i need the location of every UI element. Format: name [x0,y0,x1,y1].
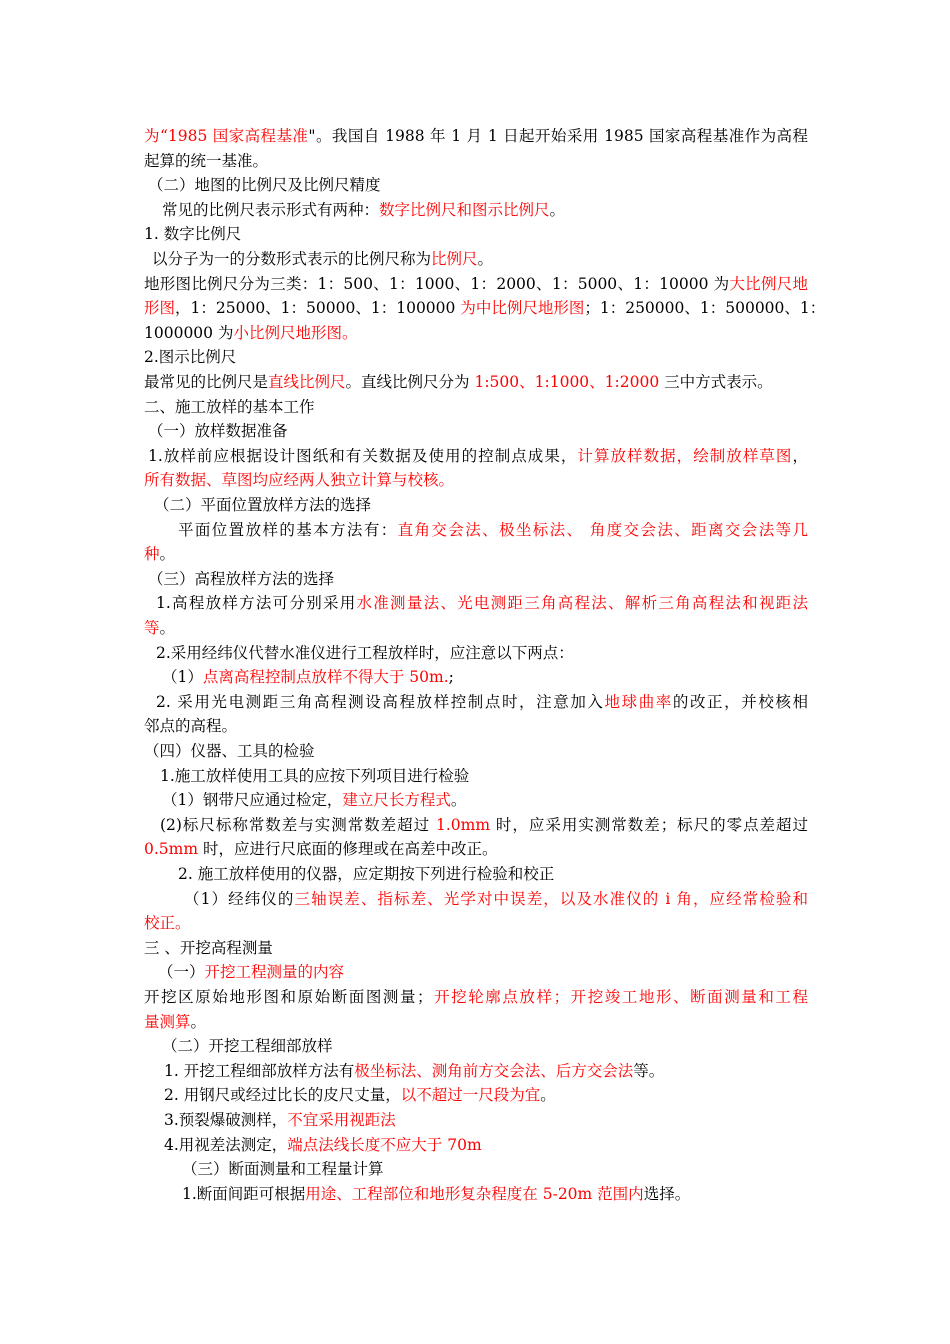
text-line [164,1083,556,1107]
body-text: 。 [190,1012,207,1031]
body-text: 三中方式表示。 [659,373,773,391]
body-text: ; [448,668,454,687]
body-text: 。 [549,200,566,219]
body-text: 以分子为一的分数形式表示的比例尺称为 [152,250,432,268]
text-line [178,862,554,886]
body-text: 1000000 为 [144,323,234,342]
body-text: 1.断面间距可根据 [182,1184,306,1203]
body-text: 。 [159,619,176,637]
body-text: 常见的比例尺表示形式有两种： [162,200,380,219]
body-text: （三）断面测量和工程量计算 [182,1160,384,1179]
body-text: （二）地图的比例尺及比例尺精度 [148,176,381,195]
text-line [162,1034,333,1058]
body-text: (2)标尺标称常数差与实测常数差超过 [160,815,436,834]
text-line [144,124,808,148]
body-text: （一）放样数据准备 [148,422,288,441]
body-text: 起算的统一基准。 [144,151,269,170]
text-line [148,567,334,591]
highlighted-text: 小比例尺地形图。 [233,323,358,342]
highlighted-text: 开挖轮廓点放样；开挖竣工地形、断面测量和工程 [432,988,808,1006]
body-text: 时，应采用实测常数差；标尺的零点差超过 [490,815,808,834]
body-text: 1.施工放样使用工具的应按下列项目进行检验 [160,766,470,785]
highlighted-text: 0.5mm [144,840,199,859]
text-line [164,1059,664,1083]
text-line [162,198,565,222]
text-line [144,395,315,419]
body-text: （1） [162,668,203,687]
text-line [144,296,826,320]
text-line [178,518,808,542]
text-line [156,591,808,615]
text-line [184,887,808,911]
highlighted-text: 不宜采用视距法 [287,1111,396,1129]
text-line [144,936,273,960]
highlighted-text: 大比例尺地 [729,274,808,293]
highlighted-text: 开挖工程测量的内容 [204,963,345,982]
text-line [144,345,236,369]
highlighted-text: 数字比例尺和图示比例尺 [379,200,550,219]
body-text: 2. 施工放样使用的仪器，应定期按下列进行检验和校正 [178,865,555,883]
text-line [144,542,175,566]
highlighted-text: 比例尺 [431,250,478,268]
highlighted-text: 用途、工程部位和地形复杂程度在 5-20m 范围内 [305,1184,644,1203]
highlighted-text: 校正。 [144,914,191,933]
text-line [144,222,241,246]
highlighted-text: 端点法线长度不应大于 70m [287,1135,482,1154]
text-line [144,1010,206,1034]
highlighted-text: 种 [144,545,160,564]
text-line [144,985,808,1009]
body-text: "。我国自 1988 年 1 月 1 日起开始采用 1985 国家高程基准作为高程 [308,127,808,145]
text-line [148,419,288,443]
text-line [156,641,574,665]
highlighted-text: 形图 [144,299,176,318]
text-line [160,813,808,837]
text-line [164,1108,396,1132]
highlighted-text: 计算放样数据，绘制放样草图 [577,446,793,465]
body-text: 地形图比例尺分为三类：1：500、1：1000、1：2000、1：5000、1：10000 为 [144,274,730,293]
body-text: 3.预裂爆破测样， [164,1111,288,1129]
body-text: 的改正，并校核相 [672,692,808,711]
text-line [154,493,371,517]
body-text: （二）开挖工程细部放样 [162,1037,333,1056]
body-text: 最常见的比例尺是 [144,373,269,391]
body-text: 2.采用经纬仪代替水准仪进行工程放样时，应注意以下两点： [156,643,574,662]
body-text: 。 [540,1086,556,1105]
body-text: 1.放样前应根据设计图纸和有关数据及使用的控制点成果， [148,446,578,465]
body-text: ， [792,446,808,465]
body-text: 三 、开挖高程测量 [144,938,273,957]
highlighted-text: 极坐标法、测角前方交会法、后方交会法 [354,1061,634,1080]
highlighted-text: 1:500、1:1000、1:2000 [474,373,660,391]
text-line [152,247,493,271]
text-line [148,444,808,468]
text-line [144,911,191,935]
highlighted-text: 点离高程控制点放样不得大于 50m. [202,668,449,687]
body-text: 邻点的高程。 [144,717,238,736]
text-line [144,739,315,763]
highlighted-text: 等 [144,619,160,637]
body-text: 平面位置放样的基本方法有： [178,520,398,539]
highlighted-text: 直角交会法、极坐标法、 角度交会法、距离交会法等几 [397,520,808,539]
highlighted-text: 1.0mm [435,815,491,834]
body-text: ；1：250000、1：500000、1： [584,299,826,318]
body-text: 1. 数字比例尺 [144,225,242,244]
body-text: （一） [158,963,205,982]
highlighted-text: 所有数据、草图均应经两人独立计算与校核。 [144,471,455,490]
text-line [144,837,497,861]
highlighted-text: 三轴误差、指标差、光学对中误差，以及水准仪的 i 角，应经常检验和 [294,889,808,908]
body-text: （1）经纬仪的 [184,889,295,908]
text-line [144,370,773,394]
body-text: 2.图示比例尺 [144,348,237,367]
highlighted-text: 以不超过一尺段为宜 [400,1086,541,1105]
body-text: 选择。 [643,1184,691,1203]
body-text: （1）钢带尺应通过检定， [162,791,343,810]
body-text: （三）高程放样方法的选择 [148,569,335,588]
text-line [144,468,454,492]
body-text: 时，应进行尺底面的修理或在高差中改正。 [198,840,498,859]
text-line [156,690,808,714]
body-text: 4.用视差法测定， [164,1135,288,1154]
body-text: 1.高程放样方法可分别采用 [156,594,357,613]
body-text: ，1：25000、1：50000、1：100000 [175,299,461,318]
text-line [164,1133,482,1157]
text-line [182,1157,384,1181]
body-text: 开挖区原始地形图和原始断面图测量； [144,988,433,1006]
highlighted-text: 为“1985 国家高程基准 [144,127,309,145]
body-text: 等。 [633,1061,665,1080]
text-line [144,272,808,296]
body-text: 二、施工放样的基本工作 [144,397,315,416]
body-text: （二）平面位置放样方法的选择 [154,496,372,514]
text-line [162,665,454,689]
text-line [158,960,344,984]
text-line [144,616,175,640]
body-text: （四）仪器、工具的检验 [144,742,315,760]
highlighted-text: 水准测量法、光电测距三角高程法、解析三角高程法和视距法 [356,594,808,613]
body-text: 。 [450,791,467,810]
text-line [162,788,466,812]
text-line [160,764,469,788]
body-text: 1. 开挖工程细部放样方法有 [164,1061,355,1080]
highlighted-text: 为中比例尺地形图 [460,299,585,318]
body-text: 2. 采用光电测距三角高程测设高程放样控制点时，注意加入 [156,692,605,711]
text-line [144,714,237,738]
body-text: 。直线比例尺分为 [345,373,475,391]
text-line [144,321,357,345]
body-text: 2. 用钢尺或经过比长的皮尺丈量， [164,1086,401,1105]
highlighted-text: 建立尺长方程式 [342,791,451,810]
body-text: 。 [477,250,494,268]
highlighted-text: 直线比例尺 [268,373,346,391]
text-line [144,149,268,173]
highlighted-text: 量测算 [144,1012,191,1031]
body-text: 。 [159,545,176,564]
text-line [182,1182,690,1206]
text-line [148,173,381,197]
highlighted-text: 地球曲率 [604,692,673,711]
